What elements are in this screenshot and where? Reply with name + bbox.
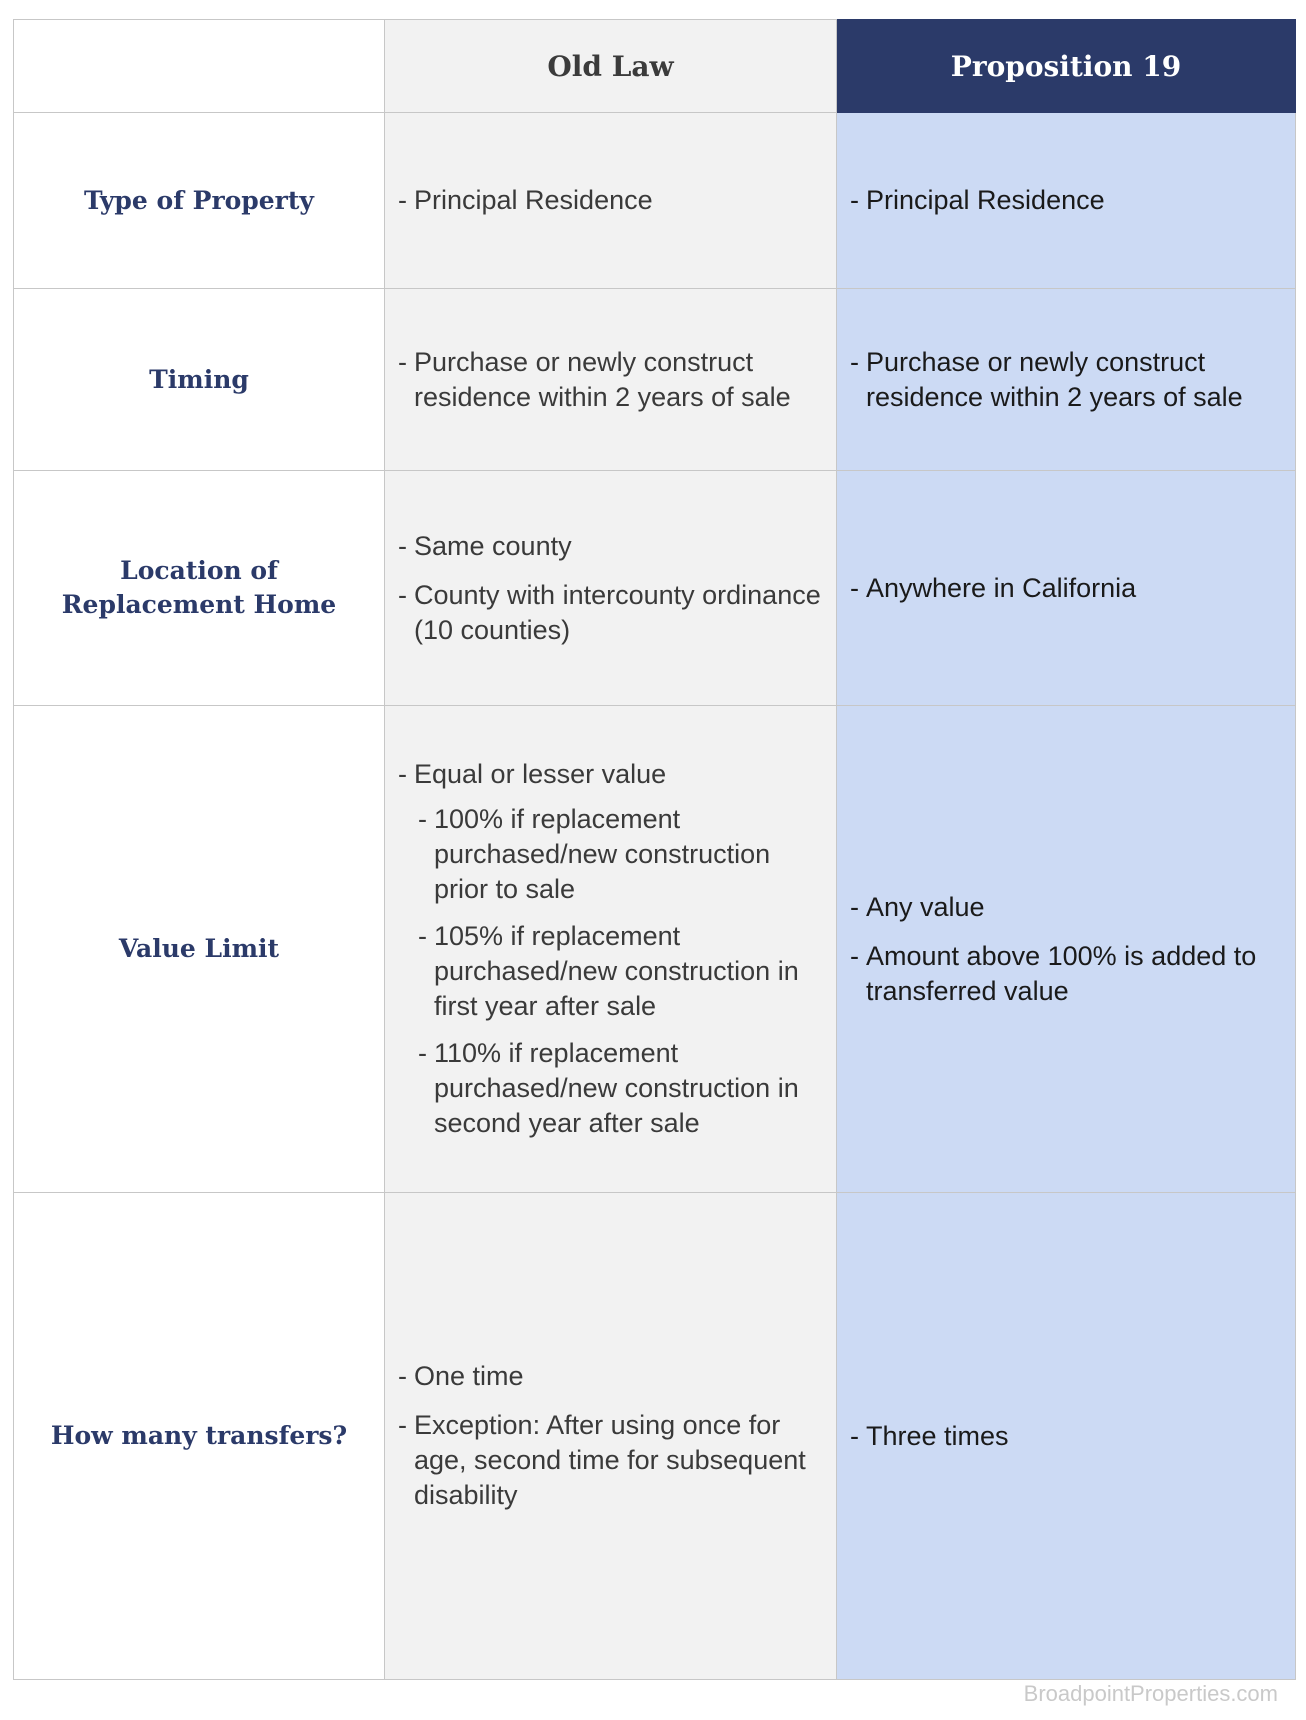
header-proposition-19: Proposition 19 [837,20,1296,113]
old-law-cell [385,113,837,289]
table-row-transfers [14,1193,1296,1680]
list-item: - Purchase or newly construct residence within 2 years of sale [850,345,1281,415]
row-label: Value Limit [14,706,385,1193]
list-item: - Purchase or newly construct residence within 2 years of sale [398,345,822,415]
watermark: BroadpointProperties.com [1023,1681,1278,1706]
proposition-cell [837,289,1296,471]
list-item: - Amount above 100% is added to transferred value [850,939,1281,1009]
sub-list [418,802,822,1141]
list-item [398,757,822,1141]
old-law-cell [385,706,837,1193]
list-item: - Principal Residence [398,183,822,218]
table-row-location [14,471,1296,706]
proposition-cell [837,1193,1296,1680]
list-item: - County with intercounty ordinance (10 counties) [398,578,822,648]
row-label: Location of Replacement Home [14,471,385,706]
sub-list-item: - 110% if replacement purchased/new construction in second year after sale [418,1036,822,1141]
list-item: - Same county [398,529,822,564]
comparison-table [13,19,1296,1680]
row-label: How many transfers? [14,1193,385,1680]
header-old-law: Old Law [385,20,837,113]
proposition-cell [837,706,1296,1193]
list-item: - Any value [850,890,1281,925]
row-label: Type of Property [14,113,385,289]
row-label: Timing [14,289,385,471]
proposition-cell [837,471,1296,706]
sub-list-item: - 105% if replacement purchased/new construction in first year after sale [418,919,822,1024]
list-item: - Exception: After using once for age, second time for subsequent disability [398,1408,822,1513]
old-law-cell [385,1193,837,1680]
old-law-cell [385,289,837,471]
list-item: - Principal Residence [850,183,1281,218]
list-item: - Three times [850,1419,1281,1454]
list-item-text: Equal or lesser value [414,759,667,789]
table-row-type-of-property [14,113,1296,289]
header-blank-cell [14,20,385,113]
table-row-timing [14,289,1296,471]
list-item: - One time [398,1359,822,1394]
old-law-cell [385,471,837,706]
table-row-value-limit [14,706,1296,1193]
proposition-cell [837,113,1296,289]
list-item: - Anywhere in California [850,571,1281,606]
header-row [14,20,1296,113]
sub-list-item: - 100% if replacement purchased/new construction prior to sale [418,802,822,907]
